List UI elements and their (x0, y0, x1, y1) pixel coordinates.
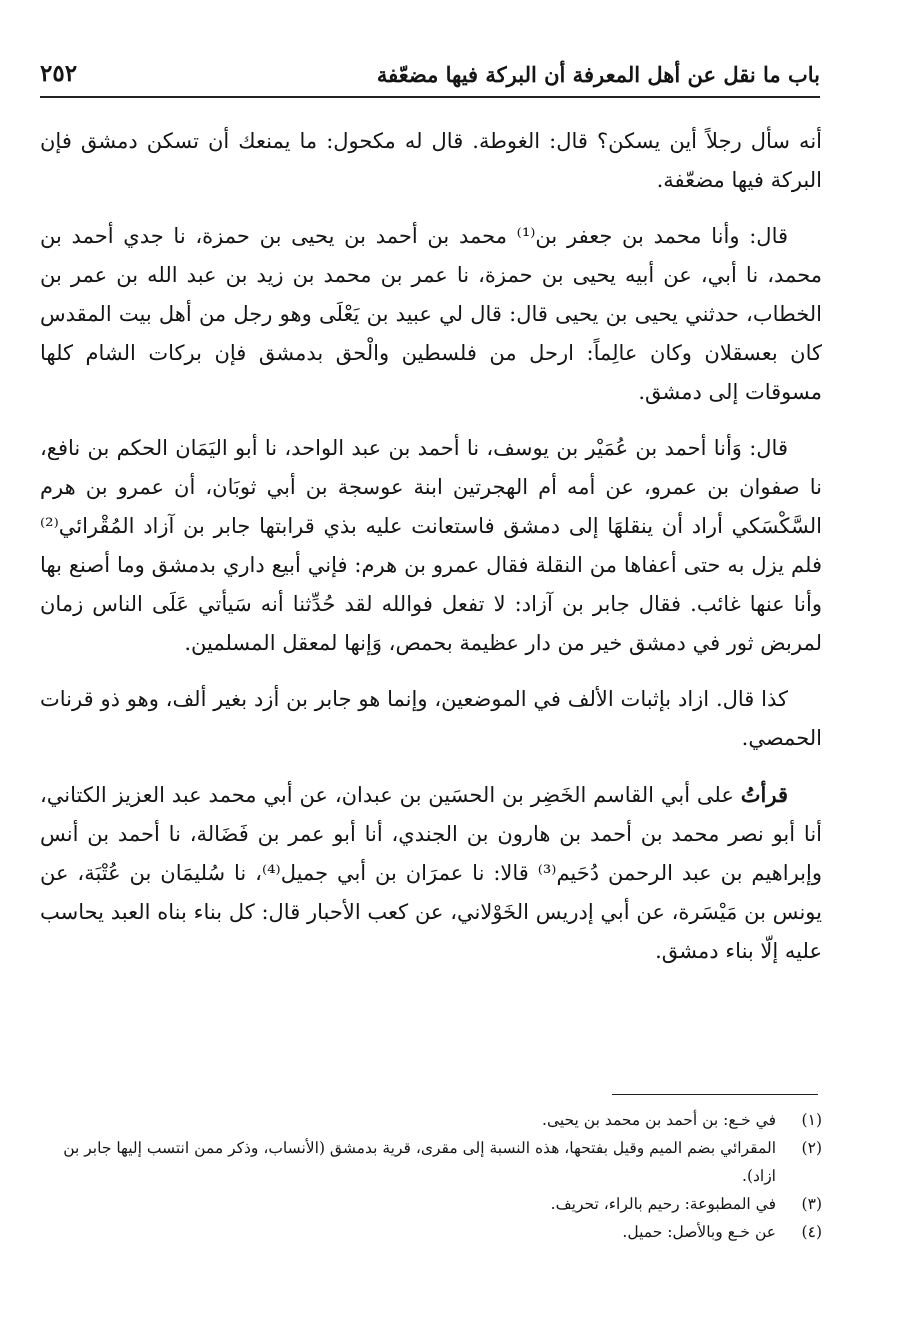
paragraph: قرأتُ على أبي القاسم الخَضِر بن الحسَين بن عبدان، عن أبي محمد عبد العزيز الكتاني، أنا أبو نصر محمد بن أحمد بن هارون بن الجندي، أنا أبو عمر بن فَضَالة، نا أحمد بن أنس وإبراهيم بن عبد الرحمن دُحَيم⁽³⁾ قالا: نا عمرَان بن أبي جميل⁽⁴⁾، نا سُليمَان بن عُتْبَة، عن يونس بن مَيْسَرة، عن أبي إدريس الخَوْلاني، عن كعب الأحبار قال: كل بناء بناه العبد يحاسب عليه إلّا بناء دمشق. (40, 782, 822, 963)
paragraph: قال: وَأنا أحمد بن عُمَيْر بن يوسف، نا أحمد بن عبد الواحد، نا أبو اليَمَان الحكم بن نافع، نا صفوان بن عمرو، عن أمه أم الهجرتين ابنة عوسجة بن أبي ثوبَان، أن عمرو بن هرم السَّكْسَكي أراد أن ينقلهَا إلى دمشق فاستعانت عليه بذي قرابتها جابر بن آزاد المُقْرائي⁽²⁾ فلم يزل به حتى أعفاها من النقلة فقال عمرو بن هرم: فإني أبيع داري بدمشق وما أصنع بها وأنا عنها غائب. فقال جابر بن آزاد: لا تفعل فوالله لقد حُدِّثنا أنه سَيأتي عَلَى الناس زمان لمربض ثور في دمشق خير من دار عظيمة بحمص، وَإنها لمعقل المسلمين. (40, 436, 822, 655)
footnote-divider (612, 1094, 818, 1095)
paragraph: أنه سأل رجلاً أين يسكن؟ قال: الغوطة. قال له مكحول: ما يمنعك أن تسكن دمشق فإن البركة فيها مضعّفة. (40, 129, 822, 192)
footnote-number: (١) (801, 1111, 822, 1129)
footnote-text: عن خـع وبالأصل: حميل. (622, 1223, 776, 1241)
chapter-title: باب ما نقل عن أهل المعرفة أن البركة فيها مضعّفة (376, 62, 820, 87)
running-header (40, 56, 820, 98)
paragraph: كذا قال. ازاد بإثبات الألف في الموضعين، وإنما هو جابر بن أزد بغير ألف، وهو ذو قرنات الحمصي. (40, 687, 822, 750)
footnote (40, 1106, 822, 1134)
footnote-text: المقرائي بضم الميم وقيل بفتحها، هذه النسبة إلى مقرى، قرية بدمشق (الأنساب، وذكر ممن انتسب إليها جابر بن ازاد). (63, 1139, 776, 1185)
footnote-text: في المطبوعة: رحيم بالراء، تحريف. (550, 1195, 776, 1213)
footnote-number: (٢) (801, 1139, 822, 1157)
footnote-text: في خـع: بن أحمد بن محمد بن يحيى. (542, 1111, 776, 1129)
main-text (40, 122, 822, 988)
footnote-number: (٤) (801, 1223, 822, 1241)
footnote (40, 1134, 822, 1190)
paragraph: قال: وأنا محمد بن جعفر بن⁽¹⁾ محمد بن أحمد بن يحيى بن حمزة، نا جدي أحمد بن محمد، نا أبي، عن أبيه يحيى بن حمزة، نا عمر بن محمد بن زيد بن عبد الله بن عمر بن الخطاب، حدثني يحيى بن يحيى قال: قال لي عبيد بن يَعْلَى وهو رجل من أهل بيت المقدس كان بعسقلان وكان عالِماً: ارحل من فلسطين والْحق بدمشق فإن بركات الشام كلها مسوقات إلى دمشق. (40, 224, 822, 404)
footnote (40, 1218, 822, 1246)
footnote-number: (٣) (801, 1195, 822, 1213)
footnotes (40, 1106, 822, 1246)
footnote (40, 1190, 822, 1218)
paragraph-lead-word: قرأتُ (740, 782, 788, 807)
page-number: ٢٥٢ (40, 60, 78, 87)
